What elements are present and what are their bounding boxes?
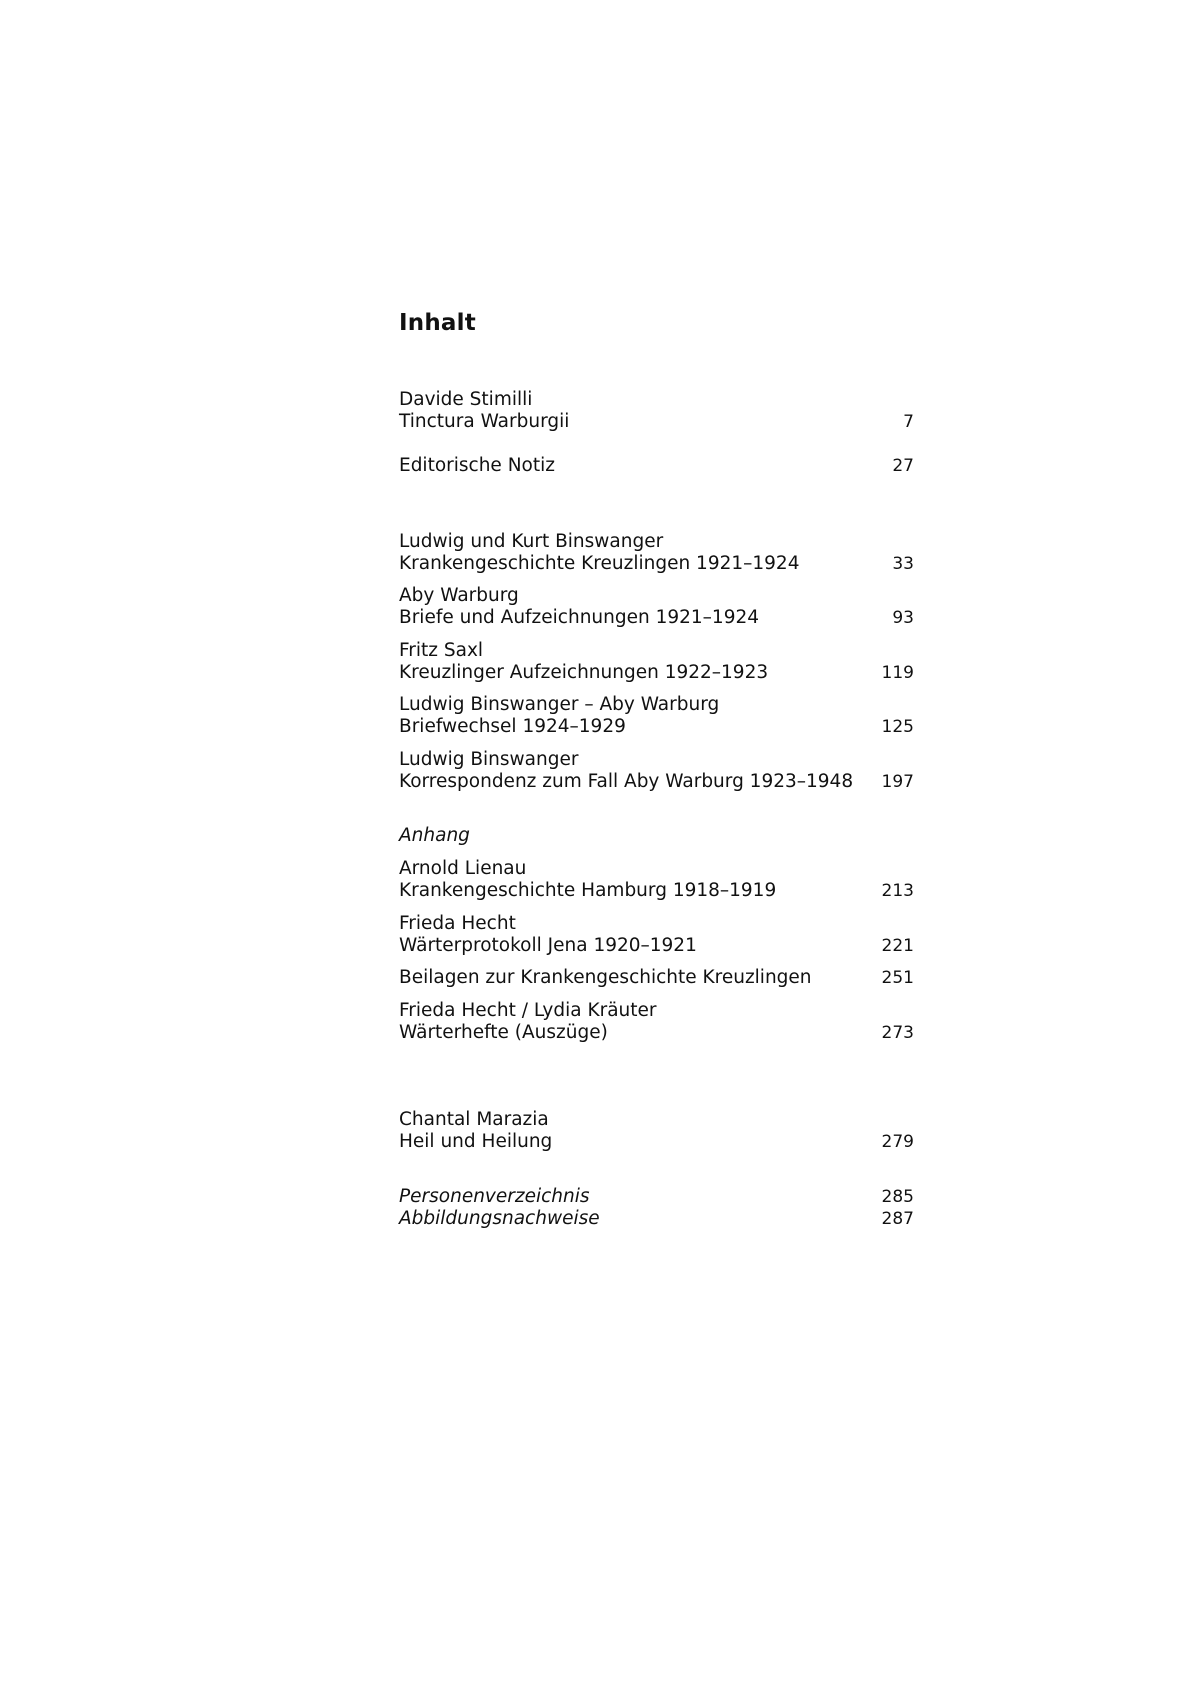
toc-entry-page: 119 (881, 663, 914, 683)
toc-entry-title: Briefwechsel 1924–1929 (399, 716, 626, 737)
toc-entry-author: Frieda Hecht / Lydia Kräuter (399, 1000, 657, 1021)
toc-entry-page: 273 (881, 1023, 914, 1043)
toc-entry-page: 125 (881, 717, 914, 737)
toc-entry-author: Ludwig Binswanger (399, 749, 579, 770)
section-heading: Anhang (399, 825, 470, 846)
toc-entry-page: 251 (881, 968, 914, 988)
toc-entry-page: 197 (881, 772, 914, 792)
toc-entry-title: Beilagen zur Krankengeschichte Kreuzlingen (399, 967, 812, 988)
toc-entry-author: Arnold Lienau (399, 858, 527, 879)
toc-entry-title: Editorische Notiz (399, 455, 555, 476)
toc-entry-page: 221 (881, 936, 914, 956)
toc-entry-title: Korrespondenz zum Fall Aby Warburg 1923–1948 (399, 771, 854, 792)
toc-entry-title: Wärterprotokoll Jena 1920–1921 (399, 935, 697, 956)
toc-entry-author: Davide Stimilli (399, 389, 533, 410)
toc-entry-author: Ludwig und Kurt Binswanger (399, 531, 664, 552)
toc-entry-title: Kreuzlinger Aufzeichnungen 1922–1923 (399, 662, 769, 683)
toc-entry-author: Fritz Saxl (399, 640, 484, 661)
toc-entry-title: Krankengeschichte Hamburg 1918–1919 (399, 880, 777, 901)
toc-entry-author: Ludwig Binswanger – Aby Warburg (399, 694, 720, 715)
toc-entry-title: Krankengeschichte Kreuzlingen 1921–1924 (399, 553, 800, 574)
toc-entry-title: Personenverzeichnis (399, 1186, 590, 1207)
toc-entry-page: 33 (892, 554, 914, 574)
toc-entry-title: Abbildungsnachweise (399, 1208, 600, 1229)
toc-entry-author: Chantal Marazia (399, 1109, 549, 1130)
toc-entry-page: 7 (903, 412, 914, 432)
toc-entry-page: 279 (881, 1132, 914, 1152)
toc-entry-page: 213 (881, 881, 914, 901)
page-title: Inhalt (399, 310, 476, 336)
toc-entry-title: Wärterhefte (Auszüge) (399, 1022, 608, 1043)
toc-entry-title: Briefe und Aufzeichnungen 1921–1924 (399, 607, 760, 628)
toc-entry-title: Tinctura Warburgii (399, 411, 570, 432)
toc-entry-page: 93 (892, 608, 914, 628)
toc-entry-author: Aby Warburg (399, 585, 519, 606)
toc-entry-page: 287 (881, 1209, 914, 1229)
toc-entry-page: 285 (881, 1187, 914, 1207)
toc-entry-title: Heil und Heilung (399, 1131, 553, 1152)
toc-entry-author: Frieda Hecht (399, 913, 516, 934)
toc-entry-page: 27 (892, 456, 914, 476)
